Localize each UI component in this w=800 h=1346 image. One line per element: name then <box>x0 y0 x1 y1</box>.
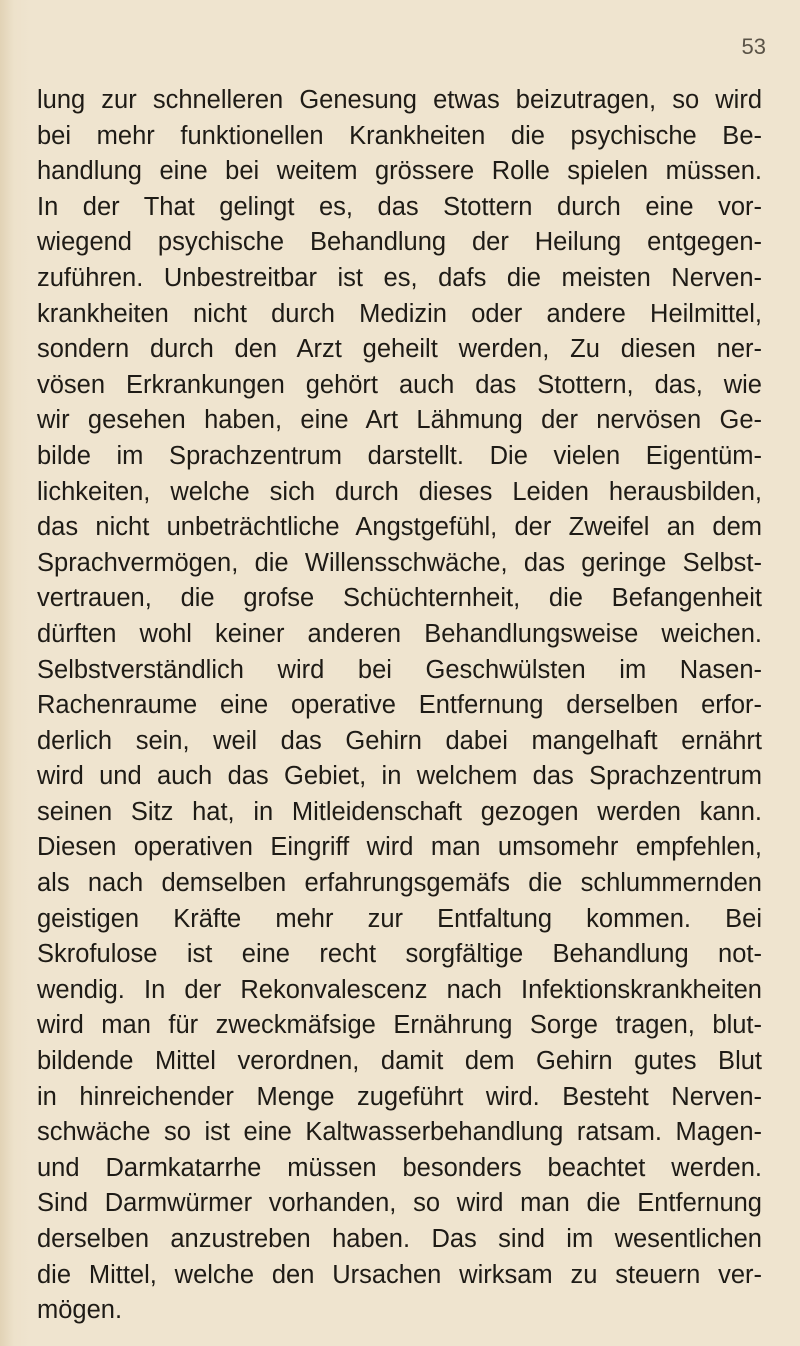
text-line: wird und auch das Gebiet, in welchem das Sprachzentrum <box>37 762 762 791</box>
text-line: Rachenraume eine operative Entfernung derselben erfor- <box>37 691 762 720</box>
text-line: in hinreichender Menge zugeführt wird. Besteht Nerven- <box>37 1082 762 1111</box>
text-line: seinen Sitz hat, in Mitleidenschaft gezogen werden kann. <box>37 797 762 826</box>
text-line: dürften wohl keiner anderen Behandlungsweise weichen. <box>37 619 762 648</box>
text-line: bilde im Sprachzentrum darstellt. Die vielen Eigentüm- <box>37 441 762 470</box>
text-line: vertrauen, die grofse Schüchternheit, die Befangenheit <box>37 584 762 613</box>
text-line: lichkeiten, welche sich durch dieses Leiden herausbilden, <box>37 477 762 506</box>
text-line: In der That gelingt es, das Stottern durch eine vor- <box>37 192 762 221</box>
text-line: als nach demselben erfahrungsgemäfs die schlummernden <box>37 869 762 898</box>
text-line: sondern durch den Arzt geheilt werden, Zu diesen ner- <box>37 335 762 364</box>
text-line: bei mehr funktionellen Krankheiten die psychische Be- <box>37 121 762 150</box>
text-line: handlung eine bei weitem grössere Rolle spielen müssen. <box>37 157 762 186</box>
text-line: und Darmkatarrhe müssen besonders beachtet werden. <box>37 1153 762 1182</box>
text-line: Skrofulose ist eine recht sorgfältige Behandlung not- <box>37 940 762 969</box>
text-line: zuführen. Unbestreitbar ist es, dafs die meisten Nerven- <box>37 263 762 292</box>
text-line: bildende Mittel verordnen, damit dem Gehirn gutes Blut <box>37 1047 762 1076</box>
text-line: die Mittel, welche den Ursachen wirksam zu steuern ver- <box>37 1260 762 1289</box>
text-line: wir gesehen haben, eine Art Lähmung der nervösen Ge- <box>37 406 762 435</box>
text-line: schwäche so ist eine Kaltwasserbehandlung ratsam. Magen- <box>37 1118 762 1147</box>
text-line: Diesen operativen Eingriff wird man umsomehr empfehlen, <box>37 833 762 862</box>
text-line: Selbstverständlich wird bei Geschwülsten im Nasen- <box>37 655 762 684</box>
text-line: wendig. In der Rekonvalescenz nach Infektionskrankheiten <box>37 975 762 1004</box>
text-line: das nicht unbeträchtliche Angstgefühl, der Zweifel an dem <box>37 513 762 542</box>
text-line: geistigen Kräfte mehr zur Entfaltung kommen. Bei <box>37 904 762 933</box>
text-line: krankheiten nicht durch Medizin oder andere Heilmittel, <box>37 299 762 328</box>
text-line: derlich sein, weil das Gehirn dabei mangelhaft ernährt <box>37 726 762 755</box>
text-line: derselben anzustreben haben. Das sind im wesentlichen <box>37 1225 762 1253</box>
text-line: Sprachvermögen, die Willensschwäche, das geringe Selbst- <box>37 548 762 577</box>
text-line: vösen Erkrankungen gehört auch das Stottern, das, wie <box>37 370 762 399</box>
text-line: wiegend psychische Behandlung der Heilung entgegen- <box>37 228 762 257</box>
page-number: 53 <box>741 34 766 59</box>
text-line: Sind Darmwürmer vorhanden, so wird man die Entfernung <box>37 1189 762 1218</box>
text-line: wird man für zweckmäfsige Ernährung Sorge tragen, blut- <box>37 1011 762 1040</box>
text-line: mögen. <box>37 1296 123 1325</box>
text-line: lung zur schnelleren Genesung etwas beizutragen, so wird <box>37 86 762 114</box>
body-text <box>37 83 762 1329</box>
